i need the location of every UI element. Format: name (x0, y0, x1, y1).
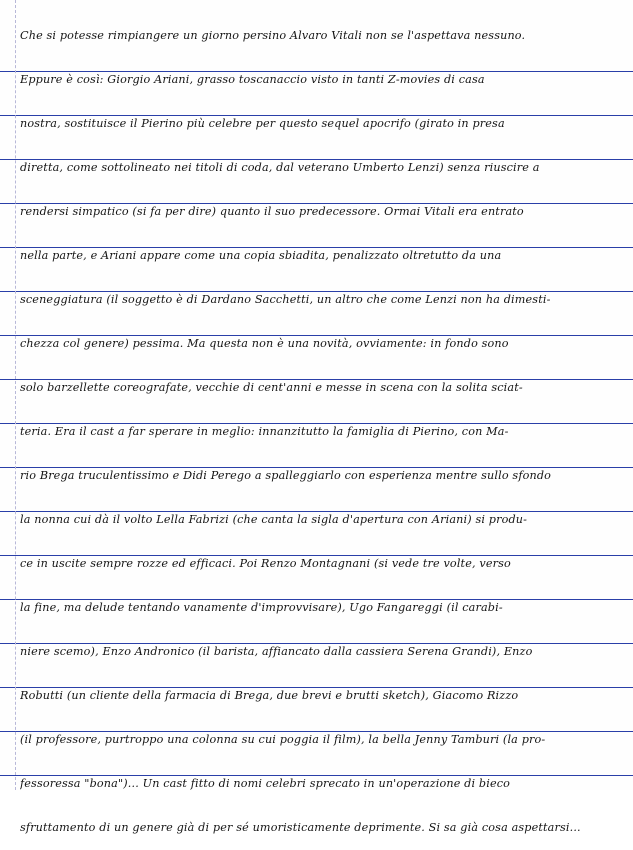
text-line: fessoressa "bona")... Un cast fitto di nomi celebri sprecato in un'operazione di bieco (20, 777, 511, 790)
text-line: Che si potesse rimpiangere un giorno persino Alvaro Vitali non se l'aspettava nessuno. (20, 29, 526, 42)
text-line: chezza col genere) pessima. Ma questa non è una novità, ovviamente: in fondo sono (20, 337, 509, 350)
text-line: Robutti (un cliente della farmacia di Brega, due brevi e brutti sketch), Giacomo Rizzo (20, 689, 519, 702)
text-line: rio Brega truculentissimo e Didi Perego a spalleggiarlo con esperienza mentre sullo sfondo (20, 469, 552, 482)
text-line: solo barzellette coreografate, vecchie di cent'anni e messe in scena con la solita sciat- (20, 381, 523, 394)
text-line: sceneggiatura (il soggetto è di Dardano Sacchetti, un altro che come Lenzi non ha dimesti- (20, 293, 551, 306)
handwritten-text (20, 14, 625, 850)
text-line: diretta, come sottolineato nei titoli di coda, dal veterano Umberto Lenzi) senza riuscire a (20, 161, 540, 174)
text-line: ce in uscite sempre rozze ed efficaci. Poi Renzo Montagnani (si vede tre volte, verso (20, 557, 511, 570)
text-line: rendersi simpatico (si fa per dire) quanto il suo predecessore. Ormai Vitali era entrato (20, 205, 524, 218)
text-line: nella parte, e Ariani appare come una copia sbiadita, penalizzato oltretutto da una (20, 249, 502, 262)
margin-line (15, 0, 16, 790)
text-line: teria. Era il cast a far sperare in meglio: innanzitutto la famiglia di Pierino, con Ma- (20, 425, 509, 438)
text-line: la nonna cui dà il volto Lella Fabrizi (che canta la sigla d'apertura con Ariani) si produ- (20, 513, 528, 526)
text-line: niere scemo), Enzo Andronico (il barista, affiancato dalla cassiera Serena Grandi), Enzo (20, 645, 533, 658)
text-line: la fine, ma delude tentando vanamente d'improvvisare), Ugo Fangareggi (il carabi- (20, 601, 503, 614)
text-line: (il professore, purtroppo una colonna su cui poggia il film), la bella Jenny Tamburi (la pro- (20, 733, 546, 746)
text-line: sfruttamento di un genere già di per sé umoristicamente deprimente. Si sa già cosa aspettarsi... (20, 821, 581, 834)
text-line: nostra, sostituisce il Pierino più celebre per questo sequel apocrifo (girato in presa (20, 117, 505, 130)
text-line: Eppure è così: Giorgio Ariani, grasso toscanaccio visto in tanti Z-movies di casa (20, 73, 485, 86)
